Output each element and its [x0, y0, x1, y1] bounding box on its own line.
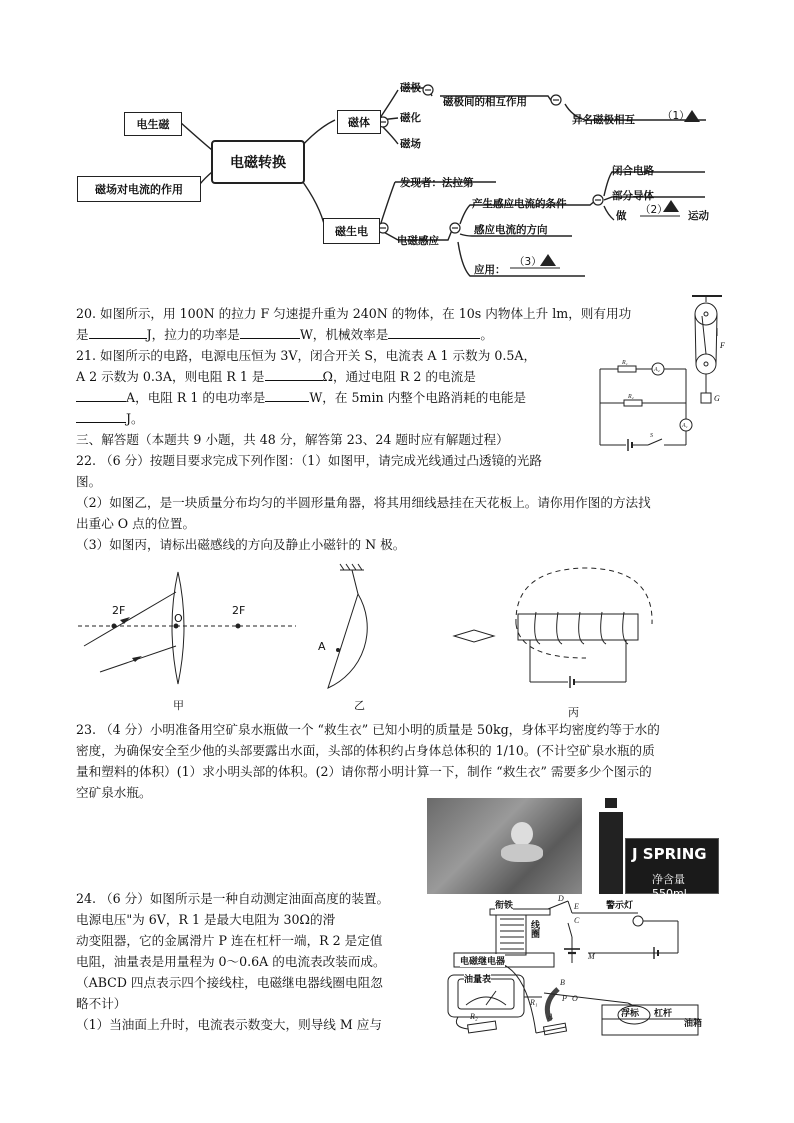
- svg-text:R₁: R₁: [530, 998, 538, 1007]
- q23-line3: 量和塑料的体积）(1）求小明头部的体积。(2）请你帮小明计算一下，制作 “救生衣” 需要多少个图示的: [76, 764, 652, 779]
- mm-direction: 感应电流的方向: [474, 224, 548, 236]
- q22-figures: [74, 560, 734, 690]
- bottle-label: [625, 838, 719, 900]
- svg-text:A₁: A₁: [682, 423, 688, 429]
- mind-map-lines: [0, 0, 794, 300]
- mm-cishengdian: 磁生电: [323, 218, 380, 244]
- mm-blank3: （3）: [514, 256, 542, 268]
- svg-text:G: G: [714, 394, 720, 403]
- protractor-figure: [326, 564, 379, 688]
- swimmer-photo: [427, 798, 582, 894]
- q24-line3: 动变阻器，它的金属滑片 P 连在杠杆一端，R 2 是定值: [76, 933, 383, 948]
- mm-application: 应用：: [474, 264, 506, 276]
- section3-heading: 三、解答题（本题共 9 小题，共 48 分，解答第 23、24 题时应有解题过程）: [76, 432, 509, 447]
- q20-blank-efficiency[interactable]: [388, 325, 480, 339]
- svg-text:C: C: [574, 916, 580, 925]
- q23-line2: 密度，为确保安全至少他的头部要露出水面，头部的体积约占身体总体积的 1/10。(不计空矿泉水瓶的质: [76, 743, 655, 758]
- svg-text:B: B: [560, 978, 565, 987]
- circuit-q21: [590, 355, 705, 455]
- svg-text:R₂: R₂: [628, 394, 634, 400]
- q21-line2: A 2 示数为 0.3A，则电阻 R 1 是 Ω，通过电阻 R 2 的电流是: [76, 369, 476, 384]
- svg-text:E: E: [574, 902, 579, 911]
- label-relay: 电磁继电器: [460, 954, 505, 967]
- mm-item-cc: 磁场: [400, 138, 421, 150]
- caption-jia: 甲: [173, 699, 184, 712]
- caption-bing: 丙: [568, 706, 579, 719]
- q24-line7: （1）当油面上升时，电流表示数变大，则导线 M 应与: [76, 1017, 382, 1032]
- q24-line4: 电阻，油量表是用量程为 0～0.6A 的电流表改装而成。: [76, 954, 386, 969]
- lens-figure: [78, 572, 296, 684]
- mm-left-bottom: 磁场对电流的作用: [77, 176, 201, 202]
- q22-line1: 22. （6 分）按题目要求完成下列作图：（1）如图甲，请完成光线通过凸透镜的光路: [76, 453, 542, 468]
- q24-line1: 24. （6 分）如图所示是一种自动测定油面高度的装置。: [76, 891, 390, 906]
- swimmer-body: [501, 844, 543, 862]
- mm-item-ch: 磁化: [400, 112, 421, 124]
- bottle-body: [599, 812, 623, 894]
- label-lamp: 警示灯: [606, 898, 633, 911]
- q24-line6: 略不计）: [76, 996, 127, 1011]
- label-lever: 杠杆: [654, 1009, 673, 1019]
- caption-yi: 乙: [354, 699, 365, 712]
- q22-line5: （3）如图丙，请标出磁感线的方向及静止小磁针的 N 极。: [76, 537, 406, 552]
- mm-blank1: （1）: [662, 110, 690, 122]
- q21-blank-energy[interactable]: [76, 409, 126, 423]
- svg-text:F: F: [720, 341, 725, 350]
- mm-cond-part: 部分导体: [612, 190, 654, 202]
- q22-line2: 图。: [76, 474, 102, 489]
- svg-text:A: A: [548, 1012, 553, 1021]
- svg-text:M: M: [588, 952, 595, 961]
- mm-item-cj: 磁极: [400, 82, 421, 94]
- q20-blank-work[interactable]: [89, 325, 147, 339]
- svg-text:P: P: [562, 994, 567, 1003]
- bottle-cap: [605, 798, 617, 808]
- point-a-label: A: [318, 640, 326, 653]
- q21-line1: 21. 如图所示的电路，电源电压恒为 3V，闭合开关 S，电流表 A 1 示数为 0.5A，: [76, 348, 537, 363]
- svg-text:S: S: [650, 433, 653, 439]
- q21-blank-i2[interactable]: [76, 388, 126, 402]
- q23-line1: 23. （4 分）小明准备用空矿泉水瓶做一个 “救生衣” 已知小明的质量是 50kg，身体平均密度约等于水的: [76, 722, 660, 737]
- q22-line3: （2）如图乙，是一块质量分布均匀的半圆形量角器，将其用细线悬挂在天花板上。请你用作图的方法找: [76, 495, 651, 510]
- label-float: 浮标: [621, 1009, 640, 1019]
- mm-cixing: 磁体: [337, 110, 381, 134]
- q21-line3: A，电阻 R 1 的电功率是 W，在 5min 内整个电路消耗的电能是: [76, 388, 526, 409]
- q24-line5: （ABCD 四点表示四个接线柱，电磁继电器线圈电阻忽: [76, 975, 383, 990]
- q21-line4: J。: [76, 409, 144, 430]
- mm-opposite: 异名磁极相互: [572, 114, 635, 126]
- q21-blank-p1[interactable]: [265, 388, 309, 402]
- swimmer-head: [511, 822, 533, 846]
- mm-do: 做: [616, 210, 627, 222]
- q22-line4: 出重心 O 点的位置。: [76, 516, 196, 531]
- label-tank: 油箱: [684, 1019, 703, 1029]
- mm-induction: 电磁感应: [397, 235, 439, 247]
- q20-blank-power[interactable]: [240, 325, 300, 339]
- svg-text:D: D: [558, 894, 564, 903]
- mm-interaction: 磁极间的相互作用: [443, 96, 527, 108]
- q21-blank-r1[interactable]: [265, 367, 323, 381]
- label-armature: 衔铁: [495, 898, 513, 911]
- svg-text:A₂: A₂: [654, 367, 660, 373]
- bottle-brand: J SPRING: [632, 845, 707, 863]
- label-meter: 油量表: [464, 972, 491, 985]
- solenoid-figure: [454, 568, 652, 688]
- mm-blank2: （2）: [640, 204, 668, 216]
- mm-cond-closed: 闭合电路: [612, 165, 654, 177]
- label-coil: 线圈: [529, 920, 539, 938]
- mm-motion: 运动: [688, 210, 709, 222]
- q23-line4: 空矿泉水瓶。: [76, 785, 152, 800]
- svg-text:R₂: R₂: [470, 1012, 478, 1021]
- q20-line2: 是 J，拉力的功率是 W，机械效率是 。: [76, 327, 493, 342]
- svg-text:O: O: [572, 994, 578, 1003]
- lens-2f-left: 2F: [112, 604, 126, 617]
- blank3-triangle: [540, 254, 556, 266]
- water-bottle-image: [597, 798, 717, 900]
- mm-left-top: 电生磁: [124, 112, 182, 136]
- mm-center: 电磁转换: [211, 140, 305, 184]
- mm-condition: 产生感应电流的条件: [472, 198, 567, 210]
- mm-discoverer: 发现者：法拉第: [400, 177, 474, 189]
- bottle-volume: 净含量550ml: [652, 873, 687, 900]
- q24-line2: 电源电压"为 6V，R 1 是最大电阻为 30Ω的滑: [76, 912, 336, 927]
- lens-o: O: [174, 612, 183, 625]
- q20-line1: 20. 如图所示，用 100N 的拉力 F 匀速提升重为 240N 的物体，在 10s 内物体上升 lm，则有用功: [76, 306, 632, 321]
- lens-2f-right: 2F: [232, 604, 246, 617]
- svg-text:R₁: R₁: [622, 360, 628, 366]
